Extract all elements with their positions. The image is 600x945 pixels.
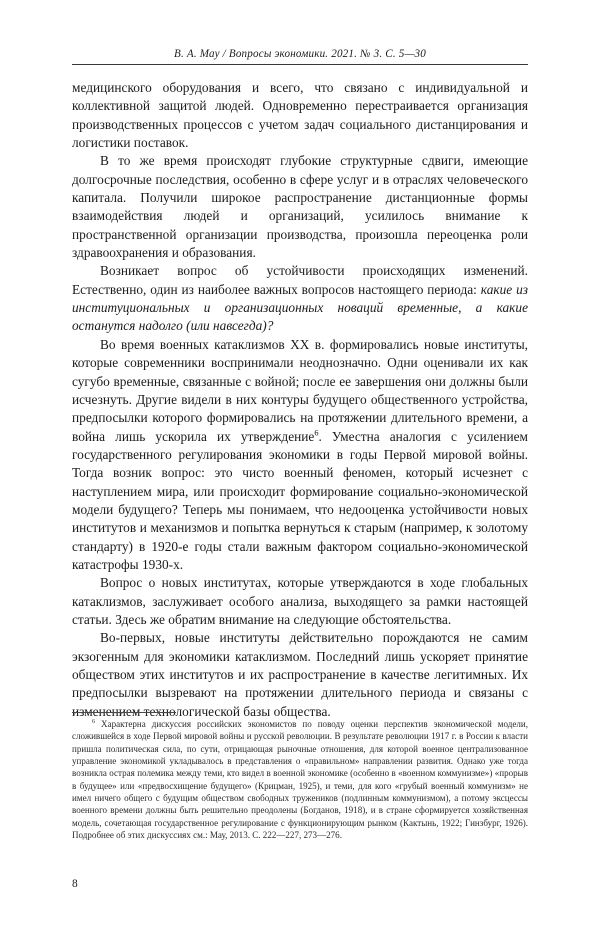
paragraph: Вопрос о новых институтах, которые утверждаются в ходе глобальных катаклизмов, заслуживает особого анализа, выходящего за рамки настоящей статьи. Здесь же обратим внимание на следующие обстоятельства. — [72, 575, 528, 627]
body-text — [72, 79, 528, 721]
footnote-text — [72, 718, 528, 841]
page-number: 8 — [72, 878, 78, 890]
emphasized-question: какие из институциональных и организационных новаций временные, а какие останутся надолго (или навсегда)? — [72, 281, 528, 334]
paragraph-lead: Возникает вопрос об устойчивости происходящих изменений. Естественно, один из наиболее важных вопросов настоящего периода: — [72, 263, 528, 297]
footnote-body: Характерна дискуссия российских экономистов по поводу оценки перспектив экономической модели, сложившейся в ходе Первой мировой войны и русской революции. В результате революции 1917 г. в России к власти пришла политическая сила, по сути, отрицающая рыночные отношения, для которой военное централизованное управление экономикой укладывалось в представления о «правильном» направлении развития. Однако уже тогда возникла острая полемика между теми, кто видел в военной экономике (особенно в «военном коммунизме») «прорыв в будущее» или «предвосхищение будущего» (Крицман, 1925), и теми, для кого «грубый военный коммунизм» не имел ничего общего с будущим обществом свободных тружеников (подлинным коммунизмом), а потому эксцессы военного времени должны быть решительно преодолены (Богданов, 1918), и в стране сформируется хозяйственная модель, сочетающая государственное регулирование с функционирующим рынком (Кактынь, 1922; Гинзбург, 1926). Подробнее об этих дискуссиях см.: Мау, 2013. С. 222—227, 273—276. — [72, 719, 528, 841]
footnote — [72, 718, 528, 841]
paragraph-text-after-ref: . Уместна аналогия с усилением государственного регулирования экономики в годы Первой мировой войны. Тогда возник вопрос: это чисто военный феномен, который исчезнет с наступлением мира, или происходит формирование социально-экономической модели будущего? Теперь мы понимаем, что недооценка устойчивости новых институтов и механизмов и попытка вернуться к старым (например, к золотому стандарту) в 1920-е годы стали важным фактором социально-экономической катастрофы 1930-х. — [72, 428, 529, 572]
paragraph-text-before-ref: Во время военных катаклизмов XX в. формировались новые институты, которые современники воспринимали неоднозначно. Одни оценивали их как сугубо временные, связанные с войной; после ее завершения они должны были исчезнуть. Другие видели в них контуры будущего общественного устройства, предпосылки которого формировались на протяжении длительного времени, а война лишь ускорила их утверждение — [72, 336, 528, 444]
footnote-separator-rule — [72, 712, 176, 713]
page-content — [72, 0, 528, 945]
paragraph: В то же время происходят глубокие структурные сдвиги, имеющие долгосрочные последствия, особенно в сфере услуг и в отраслях человеческого капитала. Получили широкое распространение дистанционные формы взаимодействия людей и организаций, усилилось внимание к пространственной организации производства, произошла переоценка роли здравоохранения и образования. — [72, 153, 528, 261]
paragraph-continuation: медицинского оборудования и всего, что связано с индивидуальной и коллективной защитой людей. Одновременно перестраивается организация производственных процессов с учетом задач социального дистанцирования и логистики поставок. — [72, 80, 528, 151]
footnote-area — [72, 712, 528, 841]
running-head-rule — [72, 64, 528, 65]
footnote-number-marker: 6 — [92, 718, 96, 725]
paragraph: Во-первых, новые институты действительно порождаются не самим экзогенным для экономики катаклизмом. Последний лишь ускоряет принятие обществом этих институтов и их распространение в качестве легитимных. Их предпосылки вызревают на протяжении длительного периода и связаны с изменением технологической базы общества. — [72, 630, 528, 719]
running-head: В. А. Мау / Вопросы экономики. 2021. № 3. С. 5—30 — [174, 48, 426, 60]
paragraph-with-footnote-ref — [72, 336, 528, 574]
footnote-reference-marker[interactable]: 6 — [314, 428, 319, 438]
paragraph-with-emphasis — [72, 262, 528, 335]
